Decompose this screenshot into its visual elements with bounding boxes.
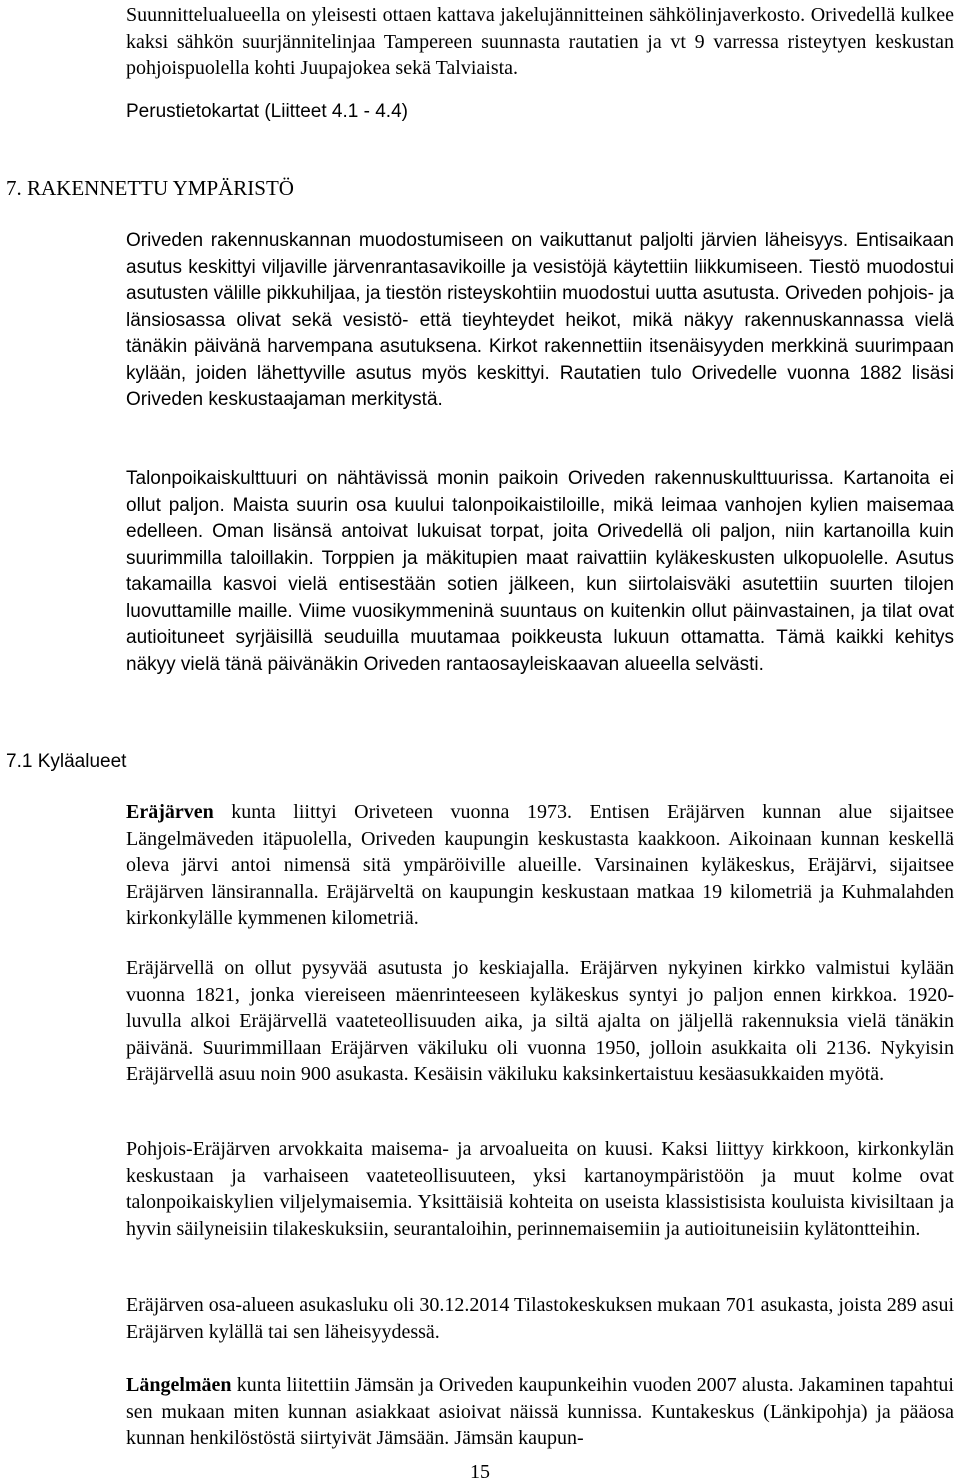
erajarvi-name: Eräjärven: [126, 801, 214, 823]
paragraph-erajarvi-1: [126, 799, 954, 932]
erajarvi-1-text: kunta liittyi Oriveteen vuonna 1973. Entisen Eräjärven kunnan alue sijaitsee Längelmäveden itäpuolella, Oriveden kaupungin keskustasta kaakkoon. Aikoinaan kunnan keskellä oleva järvi antoi nimensä sitä ympäröiville alueille. Varsinainen kyläkeskus, Eräjärvi, sijaitsee Eräjärven länsirannalla. Eräjärveltä on kaupungin keskustaan matkaa 19 kilometriä ja Kuhmalahden kirkonkylälle kymmenen kilometriä.: [126, 801, 954, 929]
basemaps-reference: Perustietokartat (Liitteet 4.1 - 4.4): [126, 101, 408, 122]
paragraph-built-environment-2: Talonpoikaiskulttuuri on nähtävissä monin paikoin Oriveden rakennuskulttuurissa. Kartanoita ei ollut paljon. Maista suurin osa kuului talonpoikaistiloille, mikä leimaa vanhojen kylien maisemaa edelleen. Oman lisänsä antoivat lukuisat torpat, joita Orivedellä oli paljon, niin kartanoilla kuin suurimmilla taloillakin. Torppien ja mäkitupien maat raivattiin kyläkeskusten ulkopuolelle. Asutus takamailla kasvoi vielä entisestään sotien jälkeen, kun siirtolaisväki asutettiin suurten tilojen luovuttamille maille. Viime vuosikymmeninä suuntaus on kuitenkin ollut päinvastainen, ja tilat ovat autioituneet syrjäisillä seuduilla muutamaa poikkeusta lukuun ottamatta. Tämä kaikki kehitys näkyy vielä tänä päivänäkin Oriveden rantaosayleiskaavan alueella selvästi.: [126, 468, 954, 675]
paragraph-built-environment-1: Oriveden rakennuskannan muodostumiseen on vaikuttanut paljolti järvien läheisyys. Entisaikaan asutus keskittyi viljaville järvenrantasavikoille ja vesistöjä käytettiin liikkumiseen. Tiestö muodostui asutusten välille pikkuhiljaa, ja tiestön risteyskohtiin muodostui uutta asutusta. Oriveden pohjois- ja länsiosassa olivat sekä vesistö- että tieyhteydet heikot, mikä näkyy rakennuskannassa vielä tänäkin päivänä harvempana asutuksena. Kirkot rakennettiin itsenäisyyden merkkinä suurimpaan kylään, joiden lähettyville asutus myös keskittyi. Rautatien tulo Orivedelle vuonna 1882 lisäsi Oriveden keskustaajaman merkitystä.: [126, 230, 955, 410]
paragraph-erajarvi-2: Eräjärvellä on ollut pysyvää asutusta jo keskiajalla. Eräjärven nykyinen kirkko valmistui kylään vuonna 1821, jonka viereiseen mäenrinteeseen kyläkeskus syntyi jo paljon ennen kirkkoa. 1920-luvulla alkoi Eräjärvellä vaateteollisuuden aika, ja siltä ajalta on jäljellä rakennuksia vielä tänäkin päivänä. Suurimmillaan Eräjärven väkiluku oli vuonna 1950, jolloin asukkaita oli 2136. Nykyisin Eräjärvellä asuu noin 900 asukasta. Kesäisin väkiluku kaksinkertaistuu kesäasukkaiden myötä.: [126, 957, 954, 1085]
section-heading-7: 7. RAKENNETTU YMPÄRISTÖ: [6, 176, 294, 200]
paragraph-erajarvi-4: Eräjärven osa-alueen asukasluku oli 30.12.2014 Tilastokeskuksen mukaan 701 asukasta, joista 289 asui Eräjärven kylällä tai sen läheisyydessä.: [126, 1294, 954, 1343]
paragraph-erajarvi-3: Pohjois-Eräjärven arvokkaita maisema- ja arvoalueita on kuusi. Kaksi liittyy kirkkoon, kirkonkylän keskustaan ja varhaiseen vaateteollisuuteen, yksi kartanoympäristöön ja muut kolme ovat talonpoikaiskylien viljelymaisemia. Yksittäisiä kohteita on useista klassistisista kouluista kivisiltaan ja hyvin säilyneisiin tilakeskuksiin, seurantaloihin, perinnemaisemiin ja autioituneisiin kylätontteihin.: [126, 1138, 954, 1240]
paragraph-langelmaki-1: [126, 1372, 954, 1452]
langelmaki-1-text: kunta liitettiin Jämsän ja Oriveden kaupunkeihin vuoden 2007 alusta. Jakaminen tapahtui sen mukaan miten kunnan asiakkaat asioivat näissä kunnissa. Kuntakeskus (Länkipohja) ja pääosa kunnan henkilöstöstä siirtyivät Jämsään. Jämsän kaupun-: [126, 1374, 954, 1449]
section-heading-7-1: 7.1 Kyläalueet: [6, 751, 127, 772]
paragraph-intro: Suunnittelualueella on yleisesti ottaen kattava jakelujännitteinen sähkölinjaverkosto. Orivedellä kulkee kaksi sähkön suurjännitelinjaa Tampereen suunnasta rautatien ja vt 9 varressa risteytyen keskustan pohjoispuolella kohti Juupajokea sekä Talviaista.: [126, 4, 954, 79]
langelmaki-name: Längelmäen: [126, 1374, 232, 1396]
page-number: 15: [470, 1461, 490, 1483]
